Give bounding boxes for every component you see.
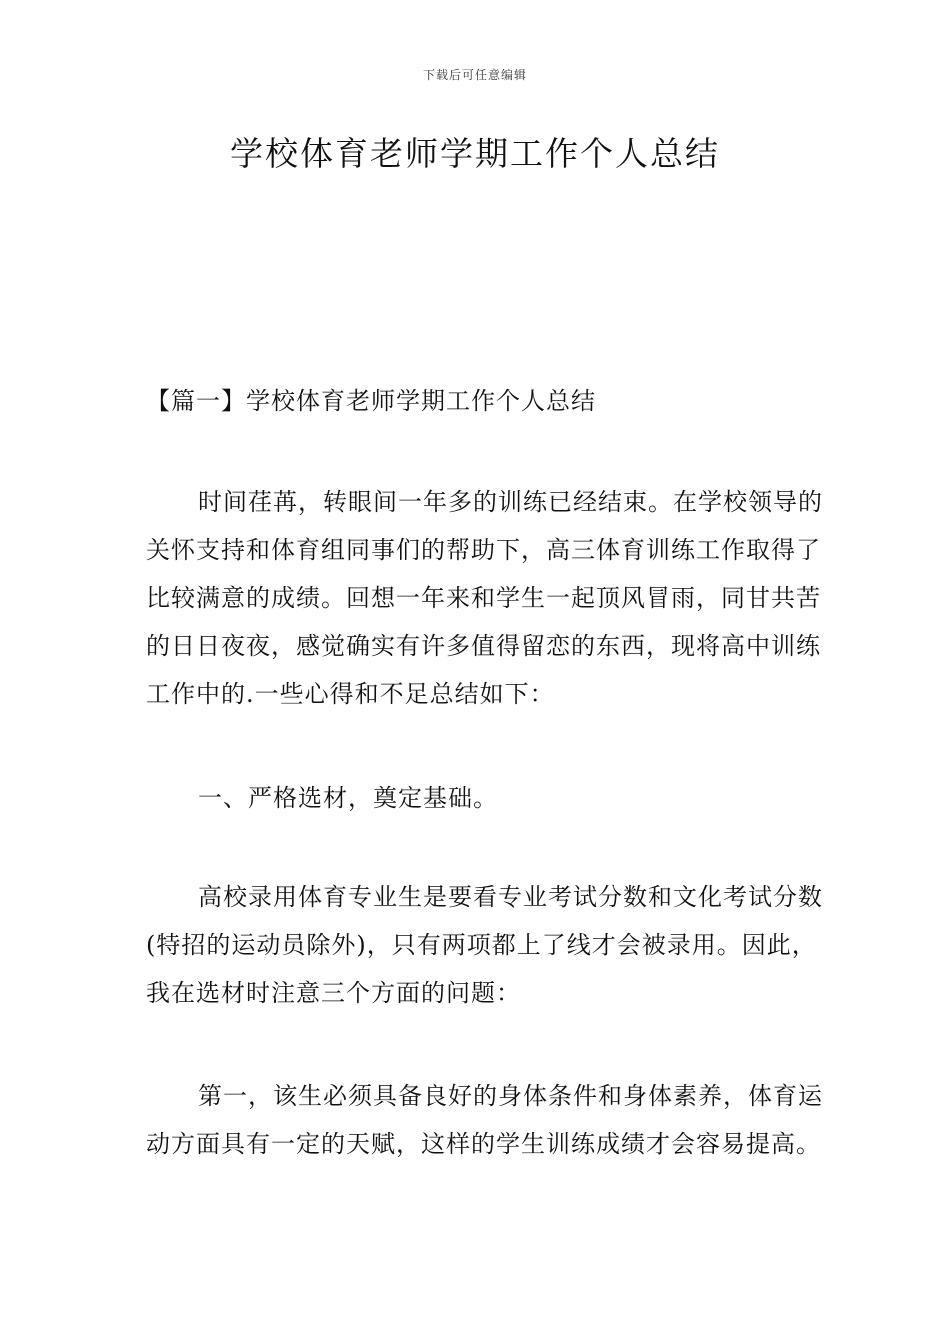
section-heading: 【篇一】学校体育老师学期工作个人总结 <box>146 387 596 415</box>
paragraph-selection: 高校录用体育专业生是要看专业考试分数和文化考试分数(特招的运动员除外)，只有两项都上了线才会被录用。因此，我在选材时注意三个方面的问题： <box>146 883 823 1007</box>
paragraph-intro: 时间荏苒，转眼间一年多的训练已经结束。在学校领导的关怀支持和体育组同事们的帮助下，高三体育训练工作取得了比较满意的成绩。回想一年来和学生一起顶风冒雨，同甘共苦的日日夜夜，感觉确实有许多值得留恋的东西，现将高中训练工作中的.一些心得和不足总结如下： <box>146 488 823 708</box>
page-header-note: 下载后可任意编辑 <box>422 68 527 82</box>
paragraph-first-point: 第一，该生必须具备良好的身体条件和身体素养，体育运动方面具有一定的天赋，这样的学生训练成绩才会容易提高。 <box>146 1082 823 1158</box>
document-title: 学校体育老师学期工作个人总结 <box>230 134 720 173</box>
paragraph-subheading: 一、严格选材，奠定基础。 <box>198 784 498 812</box>
